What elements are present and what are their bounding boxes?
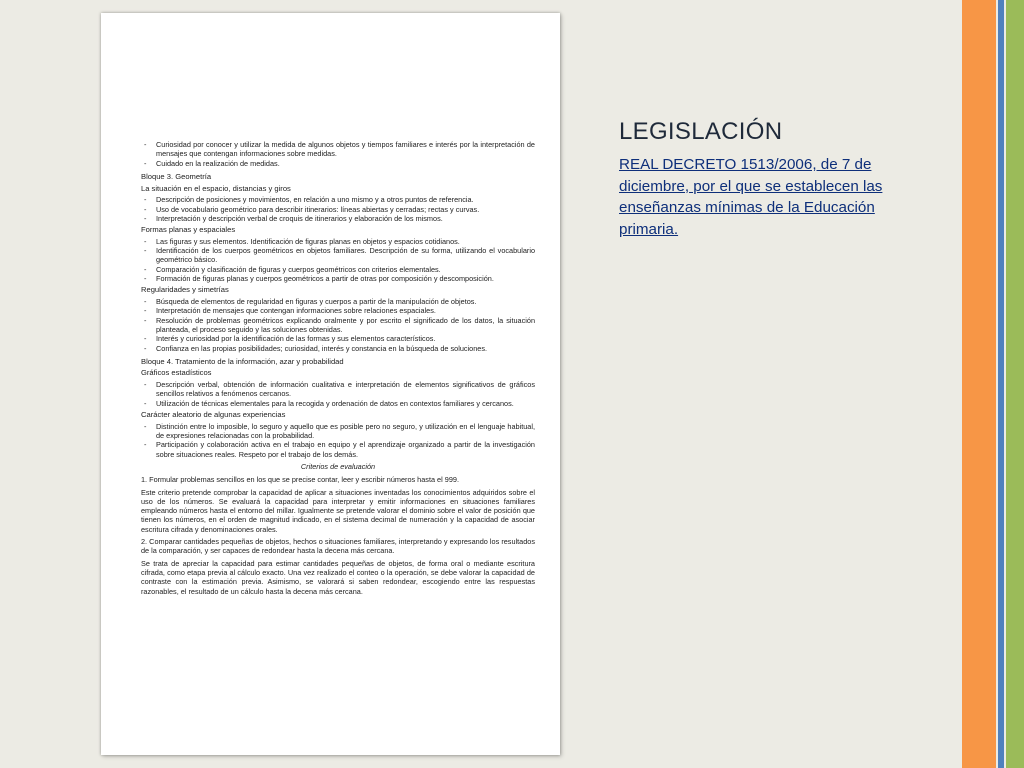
subheading-graficos: Gráficos estadísticos [141, 368, 212, 378]
list-item: - Cuidado en la realización de medidas. [144, 158, 280, 168]
list-item-text: Uso de vocabulario geométrico para describir itinerarios: líneas abiertas y cerradas; rectas y curvas. [156, 204, 480, 214]
list-item-text: Búsqueda de elementos de regularidad en figuras y cuerpos a partir de la manipulación de objetos. [156, 297, 477, 307]
intro-list [141, 140, 535, 168]
criterio-1-description: Este criterio pretende comprobar la capacidad de aplicar a situaciones inventadas los conocimientos adquiridos sobre el uso de los números. Se evaluará la capacidad para interpretar y emitir informaciones en situaciones familiares empleando números hasta el entorno del millar. Igualmente se pretende valorar el dominio sobre el valor de posición que tienen los números, en el orden de magnitud indicado, en el sistema decimal de numeración y la capacidad de asociar escritura cifrada y denominaciones orales. [141, 487, 535, 534]
list-item-text: Formación de figuras planas y cuerpos geométricos a partir de otras por composición y descomposición. [156, 274, 494, 284]
list-item-text: Las figuras y sus elementos. Identificación de figuras planas en objetos y espacios cotidianos. [156, 236, 460, 246]
list-item: - Identificación de los cuerpos geométricos en objetos familiares. Descripción de su forma, utilizando el vocabulario geométrico básico. [144, 246, 535, 265]
subheading-regularidades: Regularidades y simetrías [141, 285, 229, 295]
criterios-heading: Criterios de evaluación [300, 461, 376, 471]
list-item: - Interpretación y descripción verbal de croquis de itinerarios y elaboración de los mismos. [144, 213, 443, 223]
list-item-text: Resolución de problemas geométricos explicando oralmente y por escrito el significado de los datos, la situación planteada, el proceso seguido y las soluciones obtenidas. [156, 315, 535, 334]
list-item: - Participación y colaboración activa en el trabajo en equipo y el aprendizaje organizado a partir de la investigación sobre situaciones reales. Respeto por el trabajo de los demás. [144, 440, 535, 459]
list-item: - Interpretación de mensajes que contengan informaciones sobre relaciones espaciales. [144, 306, 436, 316]
list-item-text: Cuidado en la realización de medidas. [156, 158, 280, 168]
list-item-text: Interpretación y descripción verbal de croquis de itinerarios y elaboración de los mismos. [156, 213, 443, 223]
graficos-list [141, 380, 535, 408]
situacion-list [141, 195, 535, 223]
list-item: - Confianza en las propias posibilidades; curiosidad, interés y constancia en la búsqueda de soluciones. [144, 343, 488, 353]
list-item: - Utilización de técnicas elementales para la recogida y ordenación de datos en contextos familiares y cercanos. [144, 398, 514, 408]
list-item-text: Utilización de técnicas elementales para la recogida y ordenación de datos en contextos familiares y cercanos. [156, 398, 514, 408]
list-item-text: Descripción de posiciones y movimientos, en relación a uno mismo y a otros puntos de referencia. [156, 195, 474, 205]
list-item: - Formación de figuras planas y cuerpos geométricos a partir de otras por composición y descomposición. [144, 274, 494, 284]
block4-heading: Bloque 4. Tratamiento de la información, azar y probabilidad [141, 356, 344, 366]
subheading-situacion: La situación en el espacio, distancias y giros [141, 183, 291, 193]
list-item: - Descripción verbal, obtención de información cualitativa e interpretación de elementos significativos de gráficos sencillos relativos a fenómenos cercanos. [144, 380, 535, 399]
slide-title: LEGISLACIÓN [619, 118, 783, 145]
subheading-azar: Carácter aleatorio de algunas experiencias [141, 410, 286, 420]
block3-heading: Bloque 3. Geometría [141, 171, 212, 181]
document-text [141, 140, 535, 599]
list-item: - Resolución de problemas geométricos explicando oralmente y por escrito el significado de los datos, la situación planteada, el proceso seguido y las soluciones obtenidas. [144, 315, 535, 334]
list-item: - Interés y curiosidad por la identificación de las formas y sus elementos característicos. [144, 334, 436, 344]
decor-stripe-orange [962, 0, 996, 768]
list-item: - Búsqueda de elementos de regularidad en figuras y cuerpos a partir de la manipulación de objetos. [144, 297, 477, 307]
list-item: - Uso de vocabulario geométrico para describir itinerarios: líneas abiertas y cerradas; rectas y curvas. [144, 204, 480, 214]
list-item-text: Comparación y clasificación de figuras y cuerpos geométricos con criterios elementales. [156, 264, 441, 274]
list-item-text: Interpretación de mensajes que contengan informaciones sobre relaciones espaciales. [156, 306, 436, 316]
list-item-text: Descripción verbal, obtención de información cualitativa e interpretación de elementos significativos de gráficos sencillos relativos a fenómenos cercanos. [156, 380, 535, 399]
list-item-text: Distinción entre lo imposible, lo seguro y aquello que es posible pero no seguro, y utilización en el lenguaje habitual, de expresiones relacionadas con la probabilidad. [156, 421, 535, 441]
criterio-2: 2. Comparar cantidades pequeñas de objetos, hechos o situaciones familiares, interpretando y expresando los resultados de la comparación, y ser capaces de redondear hasta la decena más cercana. [141, 537, 535, 556]
list-item: - Curiosidad por conocer y utilizar la medida de algunos objetos y tiempos familiares e interés por la interpretación de mensajes que contengan informaciones sobre medidas. [144, 140, 535, 159]
azar-list [141, 422, 535, 459]
list-item: - Descripción de posiciones y movimientos, en relación a uno mismo y a otros puntos de referencia. [144, 195, 474, 205]
subheading-formas: Formas planas y espaciales [141, 225, 236, 235]
list-item: - Distinción entre lo imposible, lo seguro y aquello que es posible pero no seguro, y utilización en el lenguaje habitual, de expresiones relacionadas con la probabilidad. [144, 421, 535, 441]
criterio-2-description: Se trata de apreciar la capacidad para estimar cantidades pequeñas de objetos, de forma oral o mediante escritura cifrada, como etapa previa al cálculo exacto. Una vez realizado el conteo o la operación, se debe valorar la capacidad de contraste con la estimación previa. Asimismo, se valorará si saben redondear, escogiendo entre las respuestas razonables, el resultado de un cálculo hasta la decena más cercana. [141, 558, 535, 596]
list-item: - Las figuras y sus elementos. Identificación de figuras planas en objetos y espacios cotidianos. [144, 236, 460, 246]
document-page-image [101, 13, 560, 755]
list-item-text: Interés y curiosidad por la identificación de las formas y sus elementos característicos. [156, 334, 436, 344]
list-item: - Comparación y clasificación de figuras y cuerpos geométricos con criterios elementales. [144, 264, 441, 274]
formas-list [141, 237, 535, 283]
list-item-text: Identificación de los cuerpos geométricos en objetos familiares. Descripción de su forma, utilizando el vocabulario geométrico básico. [156, 246, 535, 265]
legislation-link[interactable]: REAL DECRETO 1513/2006, de 7 de diciembre, por el que se establecen las enseñanzas mínimas de la Educación primaria. [619, 156, 883, 238]
criterio-1: 1. Formular problemas sencillos en los que se precise contar, leer y escribir números hasta el 999. [141, 475, 459, 485]
list-item-text: Participación y colaboración activa en el trabajo en equipo y el aprendizaje organizado a partir de la investigación sobre situaciones reales. Respeto por el trabajo de los demás. [156, 440, 535, 459]
regularidades-list [141, 297, 535, 353]
decor-stripe-green [1006, 0, 1024, 768]
list-item-text: Curiosidad por conocer y utilizar la medida de algunos objetos y tiempos familiares e interés por la interpretación de mensajes que contengan informaciones sobre medidas. [156, 140, 535, 159]
list-item-text: Confianza en las propias posibilidades; curiosidad, interés y constancia en la búsqueda de soluciones. [156, 343, 488, 353]
